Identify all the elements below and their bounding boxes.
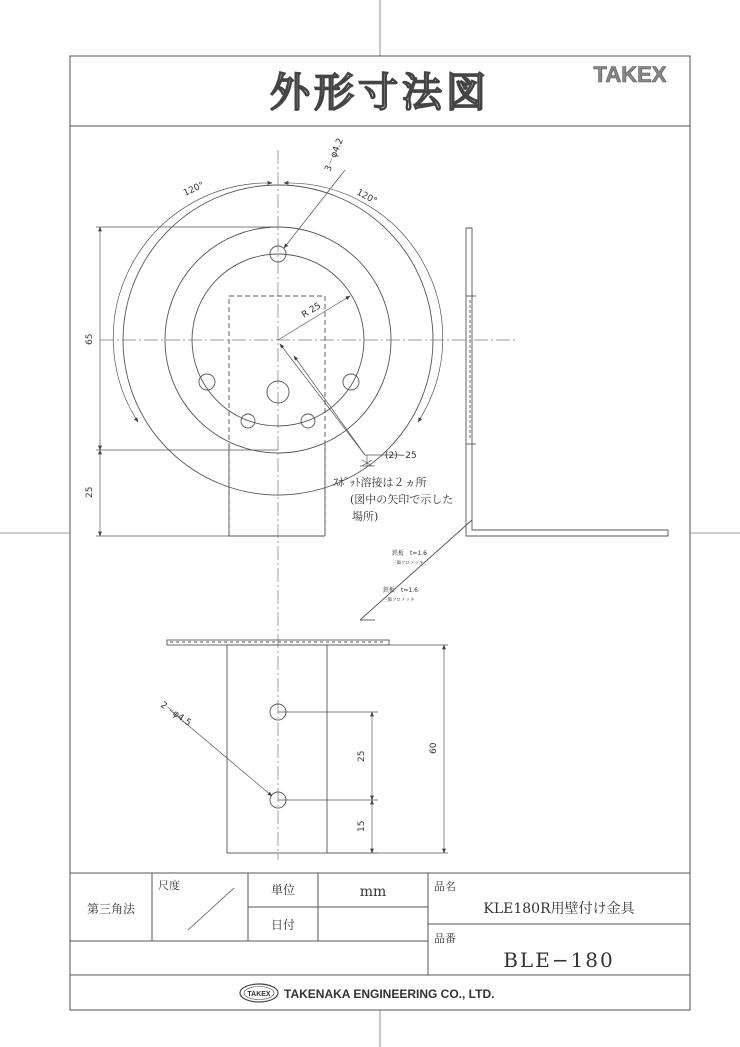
product-name: KLE180R用壁付け金具 [483, 901, 635, 917]
dim-holes-bottom: 2－φ4.5 [158, 700, 193, 729]
material-note-2a: 鉄板 t=1.6 [383, 587, 418, 594]
dim-60: 60 [429, 742, 439, 754]
product-code-label: 品番 [434, 932, 456, 945]
brand-logo: TAKEX [593, 62, 667, 87]
sheet-frame [70, 56, 690, 1010]
dim-15: 15 [357, 820, 367, 832]
scale-label: 尺度 [158, 879, 180, 892]
unit-value: mm [359, 884, 387, 900]
dim-25: 25 [357, 750, 367, 762]
product-code: BLE−180 [503, 948, 615, 972]
company-logo-text: TAKEX [247, 991, 271, 998]
material-note-2b: 三価クロメッキ [383, 598, 415, 603]
date-label: 日付 [270, 918, 296, 932]
dim-radius: R 25 [300, 301, 324, 321]
spot-weld-note-2: (図中の矢印で示した [350, 493, 454, 506]
weld-symbol: (2)−25 [385, 451, 417, 461]
drawing-title: 外形寸法図 [270, 70, 490, 116]
spot-weld-note-3: 場所) [352, 510, 379, 523]
bottom-dimension-lines [170, 645, 448, 853]
dim-tab-25: 25 [85, 486, 95, 498]
dim-holes-top: 3－φ4.2 [323, 136, 346, 174]
dim-angle-left: 120° [182, 180, 206, 199]
company-name: TAKENAKA ENGINEERING CO., LTD. [284, 987, 495, 1001]
company-logo [240, 984, 278, 1002]
product-name-label: 品名 [434, 880, 456, 893]
dim-height-65: 65 [85, 333, 95, 345]
projection-label: 第三角法 [86, 902, 136, 916]
unit-label: 単位 [270, 883, 296, 897]
dim-angle-right: 120° [354, 187, 379, 207]
spot-weld-note-1: ｽﾎﾟｯﾄ溶接は２ヵ所 [333, 476, 427, 489]
material-note-1a: 鉄板 t=1.6 [392, 550, 427, 557]
material-note-1b: 三価クロメッキ [392, 561, 424, 566]
